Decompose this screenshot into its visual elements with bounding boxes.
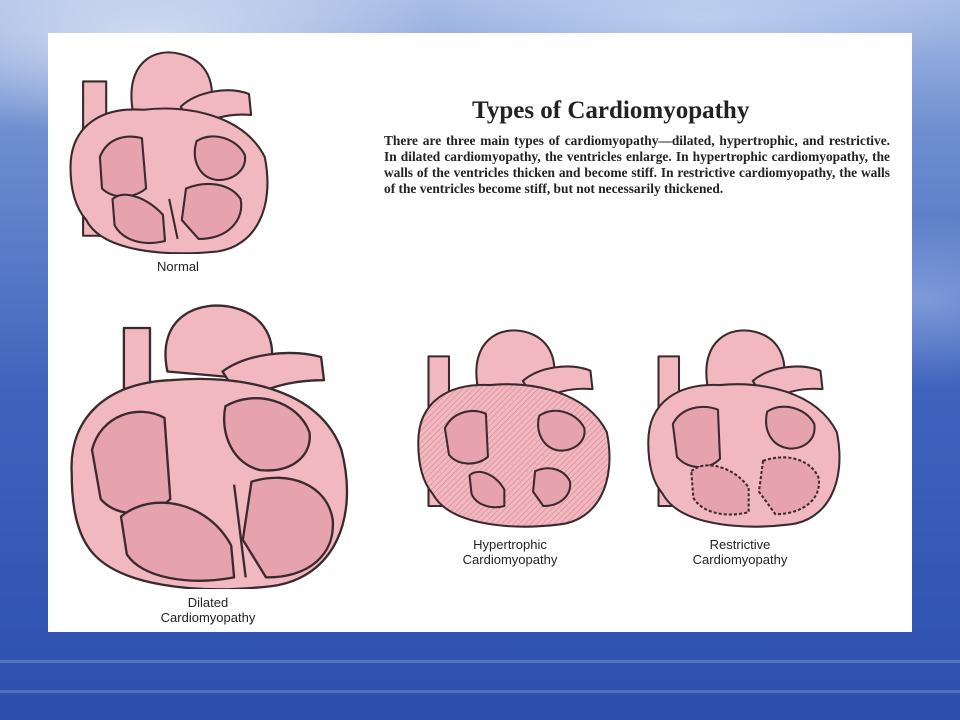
caption-hypertrophic-line2: Cardiomyopathy [462, 552, 558, 567]
caption-hypertrophic-line1: Hypertrophic [473, 537, 547, 552]
caption-restrictive [660, 537, 820, 567]
heart-hypertrophic-illustration [408, 319, 613, 529]
background-wave [0, 660, 960, 663]
heart-dilated-illustration [58, 299, 358, 589]
caption-dilated-line2: Cardiomyopathy [160, 610, 256, 625]
caption-restrictive-line1: Restrictive [709, 537, 771, 552]
caption-normal: Normal [157, 259, 199, 274]
caption-dilated-line1: Dilated [187, 595, 229, 610]
caption-restrictive-line2: Cardiomyopathy [692, 552, 788, 567]
heart-normal-illustration [60, 39, 270, 254]
background-wave [0, 690, 960, 693]
heart-restrictive-illustration [638, 319, 843, 529]
description-text: There are three main types of cardiomyopathy—dilated, hypertrophic, and restrictive. In dilated cardiomyopathy, the ventricles enlarge. In hypertrophic cardiomyopathy, the walls of the ventricles thicken and become stiff. In restrictive cardiomyopathy, the walls of the ventricles become stiff, but not necessarily thickened. [384, 133, 890, 196]
page-title: Types of Cardiomyopathy [472, 97, 750, 124]
slide-panel [48, 33, 912, 632]
caption-hypertrophic [430, 537, 590, 567]
caption-dilated [128, 595, 288, 625]
